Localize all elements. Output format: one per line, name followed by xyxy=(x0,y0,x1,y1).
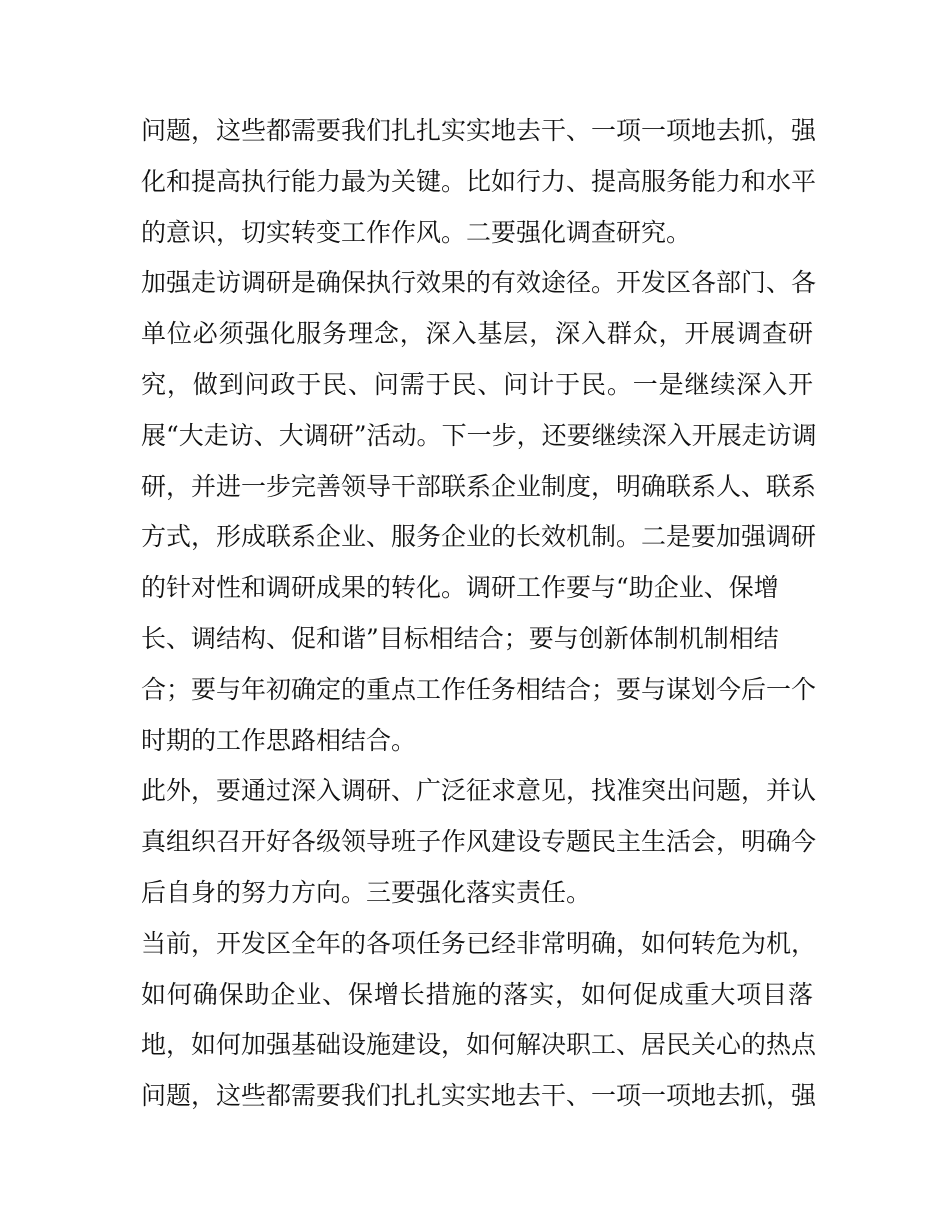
text-line: 加强走访调研是确保执行效果的有效途径。开发区各部门、各 xyxy=(141,268,817,298)
text-line: 化和提高执行能力最为关键。比如行力、提高服务能力和水平 xyxy=(141,166,817,196)
text-line: 此外，要通过深入调研、广泛征求意见，找准突出问题，并认 xyxy=(141,776,817,806)
text-line: 究，做到问政于民、问需于民、问计于民。一是继续深入开 xyxy=(141,369,813,399)
text-line: 的针对性和调研成果的转化。调研工作要与“助企业、保增 xyxy=(141,573,779,603)
document-body xyxy=(141,106,817,1122)
text-line: 长、调结构、促和谐”目标相结合；要与创新体制机制相结 xyxy=(141,623,779,653)
text-line: 真组织召开好各级领导班子作风建设专题民主生活会，明确今 xyxy=(141,827,817,857)
text-line: 研，并进一步完善领导干部联系企业制度，明确联系人、联系 xyxy=(141,471,817,501)
text-line: 当前，开发区全年的各项任务已经非常明确，如何转危为机， xyxy=(141,928,817,958)
text-line: 问题，这些都需要我们扎扎实实地去干、一项一项地去抓，强 xyxy=(141,116,817,145)
text-line: 如何确保助企业、保增长措施的落实，如何促成重大项目落 xyxy=(141,979,813,1009)
text-line: 地，如何加强基础设施建设，如何解决职工、居民关心的热点 xyxy=(141,1030,817,1060)
text-line: 方式，形成联系企业、服务企业的长效机制。二是要加强调研 xyxy=(141,522,817,552)
text-line: 合；要与年初确定的重点工作任务相结合；要与谋划今后一个 xyxy=(141,674,817,704)
text-line: 问题，这些都需要我们扎扎实实地去干、一项一项地去抓，强 xyxy=(141,1081,817,1111)
text-line: 后自身的努力方向。三要强化落实责任。 xyxy=(141,877,592,907)
text-line: 展“大走访、大调研”活动。下一步，还要继续深入开展走访调 xyxy=(141,420,817,450)
text-line: 时期的工作思路相结合。 xyxy=(141,725,417,755)
text-line: 单位必须强化服务理念，深入基层，深入群众，开展调查研 xyxy=(141,319,813,349)
text-line: 的意识，切实转变工作作风。二要强化调查研究。 xyxy=(141,217,692,247)
